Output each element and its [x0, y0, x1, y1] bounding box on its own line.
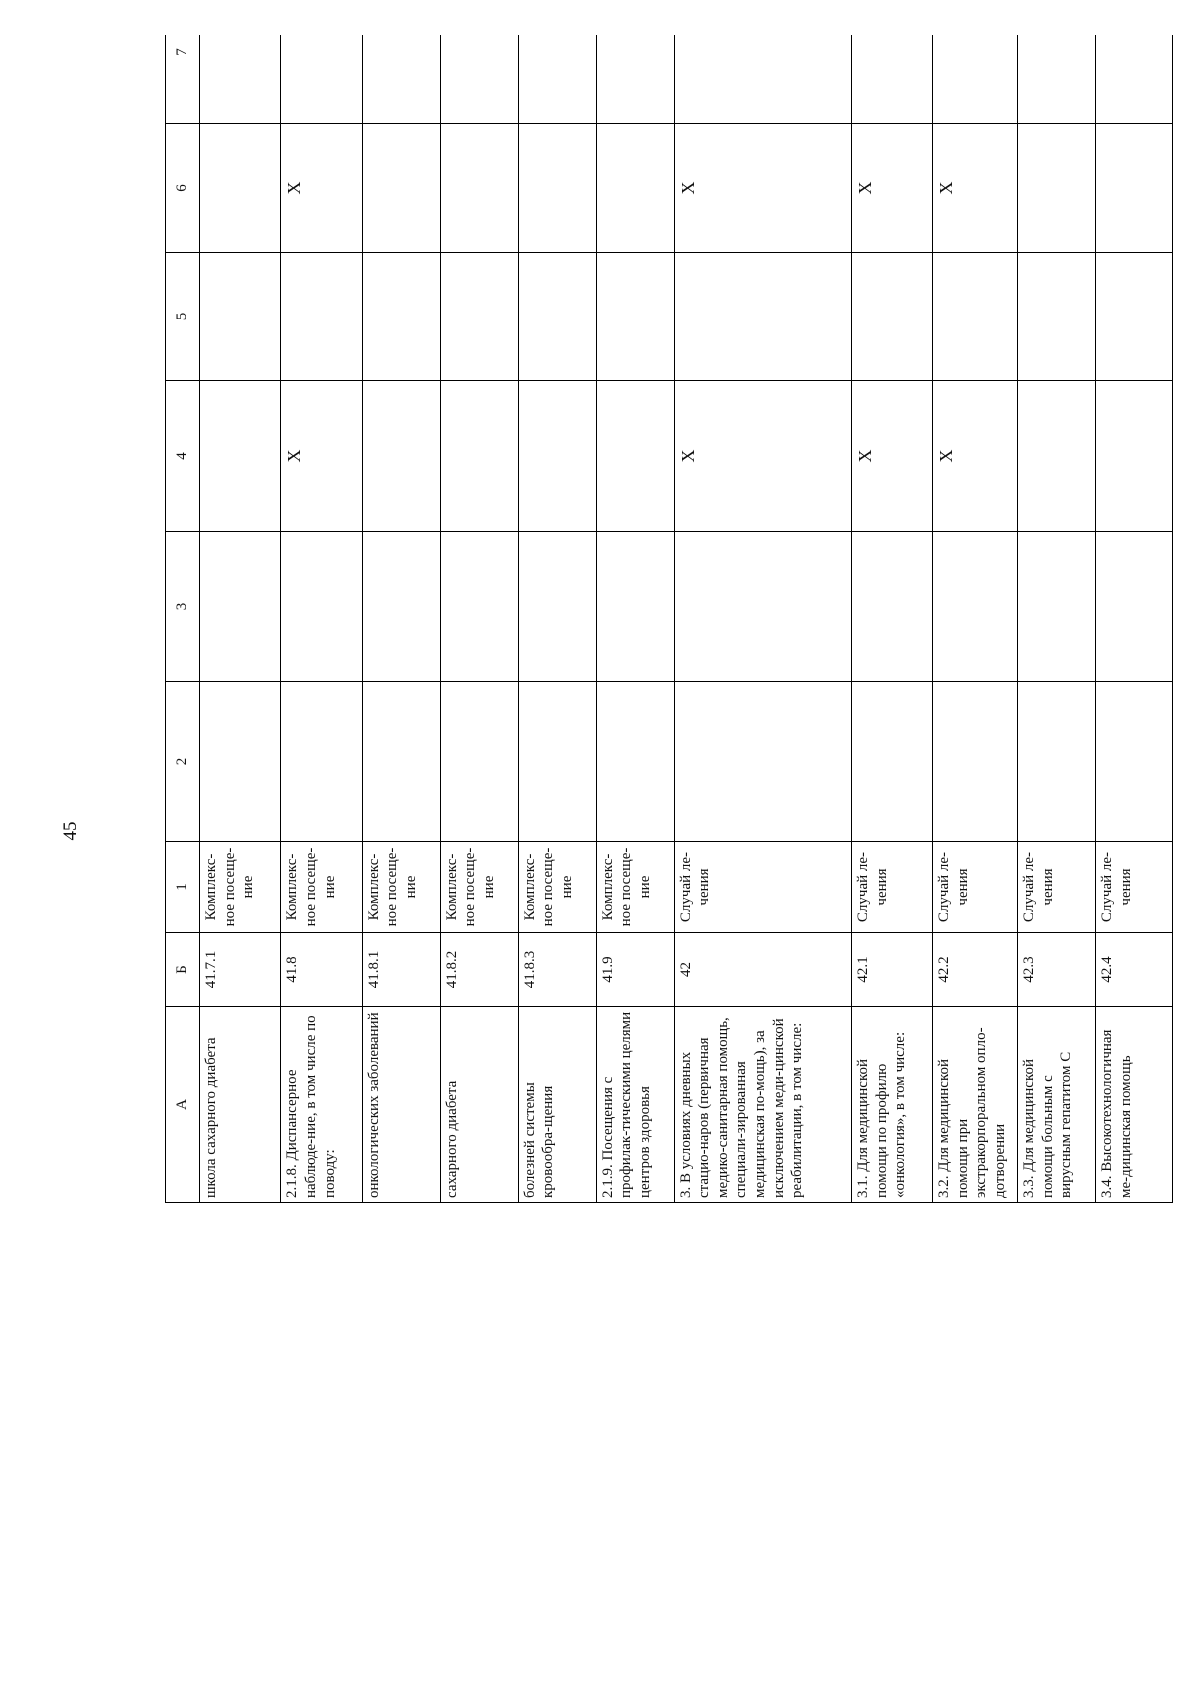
- row-code-cell: 42.2: [933, 933, 1018, 1007]
- unit-cell: Комплекс-ное посеще-ние: [281, 842, 362, 933]
- row-label-cell: 3.1. Для медицинской помощи по профилю «онкология», в том числе:: [851, 1007, 932, 1203]
- table-cell: [1017, 682, 1095, 842]
- table-cell: [200, 253, 281, 381]
- column-header: Б: [166, 933, 200, 1007]
- column-header: 2: [166, 682, 200, 842]
- table-row: [674, 35, 851, 1203]
- unit-cell: Случай ле-чения: [933, 842, 1018, 933]
- table-cell: [933, 253, 1018, 381]
- table-cell: [440, 124, 518, 253]
- table-row: [1017, 35, 1095, 1203]
- table-cell: [1017, 253, 1095, 381]
- rotated-page-content: [165, 35, 1173, 1203]
- table-cell: [596, 253, 674, 381]
- table-cell: [281, 532, 362, 682]
- table-cell: [1095, 124, 1172, 253]
- table-cell: [1095, 253, 1172, 381]
- column-header: 5: [166, 253, 200, 381]
- table-cell: [1017, 35, 1095, 124]
- table-cell: [674, 682, 851, 842]
- table-row: [281, 35, 362, 1203]
- unit-cell: Комплекс-ное посеще-ние: [518, 842, 596, 933]
- x-mark-cell: X: [674, 381, 851, 532]
- table-cell: [518, 381, 596, 532]
- table-row: [518, 35, 596, 1203]
- table-cell: [200, 381, 281, 532]
- row-label-cell: болезней системы кровообра-щения: [518, 1007, 596, 1203]
- table-header-row: [166, 35, 200, 1203]
- x-mark-cell: X: [933, 381, 1018, 532]
- table-cell: [518, 35, 596, 124]
- unit-cell: Комплекс-ное посеще-ние: [596, 842, 674, 933]
- row-code-cell: 41.7.1: [200, 933, 281, 1007]
- table-cell: [440, 253, 518, 381]
- column-header: 3: [166, 532, 200, 682]
- row-label-cell: 3.2. Для медицинской помощи при экстракорпоральном опло-дотворении: [933, 1007, 1018, 1203]
- table-cell: [518, 682, 596, 842]
- table-cell: [518, 532, 596, 682]
- row-label-cell: 3. В условиях дневных стацио-наров (первичная медико-санитарная помощь, специали-зированная медицинская по-мощь), за исключением меди-цинской реабилитации, в том числе:: [674, 1007, 851, 1203]
- table-cell: [674, 532, 851, 682]
- page-number: 45: [60, 821, 81, 841]
- column-header: А: [166, 1007, 200, 1203]
- row-code-cell: 41.8.1: [362, 933, 440, 1007]
- row-label-cell: онкологических заболеваний: [362, 1007, 440, 1203]
- table-cell: [440, 532, 518, 682]
- table-cell: [596, 381, 674, 532]
- table-cell: [281, 253, 362, 381]
- table-cell: [1095, 35, 1172, 124]
- row-code-cell: 41.8: [281, 933, 362, 1007]
- unit-cell: Комплекс-ное посеще-ние: [440, 842, 518, 933]
- table-cell: [1017, 124, 1095, 253]
- row-label-cell: 3.4. Высокотехнологичная ме-дицинская помощь: [1095, 1007, 1172, 1203]
- column-header: 6: [166, 124, 200, 253]
- table-cell: [362, 381, 440, 532]
- table-cell: [440, 35, 518, 124]
- table-cell: [933, 532, 1018, 682]
- x-mark-cell: X: [281, 124, 362, 253]
- column-header: 7: [166, 35, 200, 124]
- table-cell: [518, 253, 596, 381]
- table-row: [1095, 35, 1172, 1203]
- x-mark-cell: X: [281, 381, 362, 532]
- table-cell: [851, 253, 932, 381]
- table-cell: [851, 35, 932, 124]
- column-header: 4: [166, 381, 200, 532]
- table-cell: [200, 532, 281, 682]
- row-code-cell: 42.4: [1095, 933, 1172, 1007]
- table-cell: [281, 682, 362, 842]
- row-label-cell: сахарного диабета: [440, 1007, 518, 1203]
- table-frame: [165, 35, 1173, 1203]
- table-cell: [440, 381, 518, 532]
- row-code-cell: 42.3: [1017, 933, 1095, 1007]
- row-code-cell: 41.8.2: [440, 933, 518, 1007]
- table-row: [200, 35, 281, 1203]
- table-row: [362, 35, 440, 1203]
- table-cell: [518, 124, 596, 253]
- table-cell: [674, 253, 851, 381]
- unit-cell: Комплекс-ное посеще-ние: [362, 842, 440, 933]
- row-label-cell: 2.1.9. Посещения с профилак-тическими целями центров здоровья: [596, 1007, 674, 1203]
- table-cell: [1017, 381, 1095, 532]
- table-row: [851, 35, 932, 1203]
- table-cell: [362, 682, 440, 842]
- table-cell: [851, 532, 932, 682]
- table-cell: [674, 35, 851, 124]
- table-cell: [362, 532, 440, 682]
- table-cell: [1095, 682, 1172, 842]
- x-mark-cell: X: [674, 124, 851, 253]
- table-cell: [596, 124, 674, 253]
- row-label-cell: школа сахарного диабета: [200, 1007, 281, 1203]
- table-cell: [200, 124, 281, 253]
- table-cell: [933, 35, 1018, 124]
- table-row: [440, 35, 518, 1203]
- table-cell: [200, 682, 281, 842]
- column-header: 1: [166, 842, 200, 933]
- table-cell: [596, 682, 674, 842]
- table-cell: [281, 35, 362, 124]
- table-cell: [200, 35, 281, 124]
- table-cell: [933, 682, 1018, 842]
- table-row: [596, 35, 674, 1203]
- table-cell: [1095, 532, 1172, 682]
- table-cell: [362, 124, 440, 253]
- row-code-cell: 42.1: [851, 933, 932, 1007]
- x-mark-cell: X: [933, 124, 1018, 253]
- table-cell: [1095, 381, 1172, 532]
- table-cell: [362, 35, 440, 124]
- row-code-cell: 41.8.3: [518, 933, 596, 1007]
- unit-cell: Случай ле-чения: [1017, 842, 1095, 933]
- table-cell: [362, 253, 440, 381]
- row-label-cell: 2.1.8. Диспансерное наблюде-ние, в том числе по поводу:: [281, 1007, 362, 1203]
- x-mark-cell: X: [851, 381, 932, 532]
- row-code-cell: 42: [674, 933, 851, 1007]
- data-table: [165, 35, 1173, 1203]
- unit-cell: Случай ле-чения: [1095, 842, 1172, 933]
- table-cell: [851, 682, 932, 842]
- table-cell: [596, 35, 674, 124]
- row-label-cell: 3.3. Для медицинской помощи больным с вирусным гепатитом С: [1017, 1007, 1095, 1203]
- table-cell: [440, 682, 518, 842]
- unit-cell: Случай ле-чения: [674, 842, 851, 933]
- unit-cell: Комплекс-ное посеще-ние: [200, 842, 281, 933]
- unit-cell: Случай ле-чения: [851, 842, 932, 933]
- table-cell: [1017, 532, 1095, 682]
- table-cell: [596, 532, 674, 682]
- table-row: [933, 35, 1018, 1203]
- row-code-cell: 41.9: [596, 933, 674, 1007]
- x-mark-cell: X: [851, 124, 932, 253]
